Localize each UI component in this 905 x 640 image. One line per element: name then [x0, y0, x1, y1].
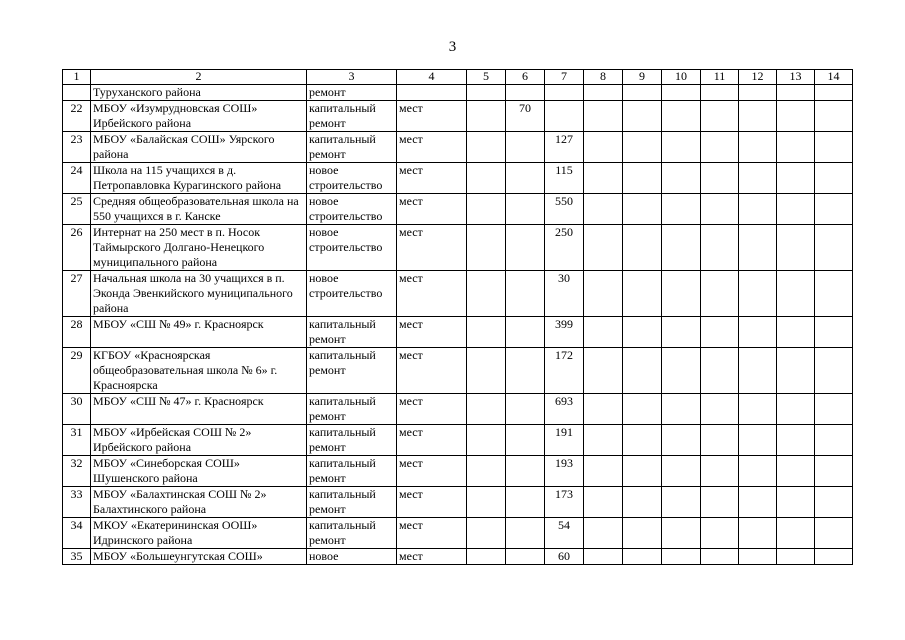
col6-cell [506, 317, 545, 348]
col7-cell: 191 [545, 425, 584, 456]
row-number-cell: 25 [63, 194, 91, 225]
col14-cell [815, 225, 853, 271]
data-table [62, 69, 853, 565]
object-name-cell: МБОУ «Синеборская СОШ» Шушенского района [91, 456, 307, 487]
table-row [63, 317, 853, 348]
col14-cell [815, 549, 853, 565]
object-name-cell: МКОУ «Екатерининская ООШ» Идринского района [91, 518, 307, 549]
col7-cell [545, 85, 584, 101]
unit-cell: мест [397, 225, 467, 271]
col6-cell [506, 271, 545, 317]
col12-cell [739, 101, 777, 132]
column-header: 9 [623, 70, 662, 85]
col8-cell [584, 487, 623, 518]
col6-cell [506, 456, 545, 487]
col13-cell [777, 225, 815, 271]
col9-cell [623, 85, 662, 101]
object-name-cell: КГБОУ «Красноярская общеобразовательная школа № 6» г. Красноярска [91, 348, 307, 394]
col11-cell [701, 225, 739, 271]
unit-cell: мест [397, 163, 467, 194]
col14-cell [815, 317, 853, 348]
object-name-cell: Средняя общеобразовательная школа на 550 учащихся в г. Канске [91, 194, 307, 225]
unit-cell [397, 85, 467, 101]
col14-cell [815, 85, 853, 101]
work-type-cell: капитальный ремонт [307, 425, 397, 456]
object-name-cell: МБОУ «Балайская СОШ» Уярского района [91, 132, 307, 163]
col6-cell [506, 163, 545, 194]
object-name-cell: МБОУ «Ирбейская СОШ № 2» Ирбейского района [91, 425, 307, 456]
col12-cell [739, 194, 777, 225]
col11-cell [701, 132, 739, 163]
col11-cell [701, 487, 739, 518]
col13-cell [777, 271, 815, 317]
column-header: 11 [701, 70, 739, 85]
table-row [63, 425, 853, 456]
col9-cell [623, 456, 662, 487]
work-type-cell: капитальный ремонт [307, 348, 397, 394]
table-row [63, 348, 853, 394]
table-row [63, 101, 853, 132]
table-row [63, 518, 853, 549]
row-number-cell: 34 [63, 518, 91, 549]
row-number-cell: 22 [63, 101, 91, 132]
col5-cell [467, 348, 506, 394]
col12-cell [739, 394, 777, 425]
row-number-cell: 35 [63, 549, 91, 565]
col8-cell [584, 225, 623, 271]
col12-cell [739, 271, 777, 317]
table-row [63, 549, 853, 565]
object-name-cell: Школа на 115 учащихся в д. Петропавловка Курагинского района [91, 163, 307, 194]
col6-cell [506, 518, 545, 549]
col14-cell [815, 456, 853, 487]
col11-cell [701, 456, 739, 487]
row-number-cell: 30 [63, 394, 91, 425]
col9-cell [623, 317, 662, 348]
column-header: 4 [397, 70, 467, 85]
col11-cell [701, 271, 739, 317]
col13-cell [777, 85, 815, 101]
col7-cell: 193 [545, 456, 584, 487]
unit-cell: мест [397, 101, 467, 132]
col7-cell: 172 [545, 348, 584, 394]
unit-cell: мест [397, 317, 467, 348]
col13-cell [777, 194, 815, 225]
object-name-cell: Интернат на 250 мест в п. Носок Таймырского Долгано-Ненецкого муниципального района [91, 225, 307, 271]
table-row [63, 132, 853, 163]
row-number-cell: 24 [63, 163, 91, 194]
col12-cell [739, 348, 777, 394]
col6-cell [506, 425, 545, 456]
col5-cell [467, 101, 506, 132]
col7-cell: 250 [545, 225, 584, 271]
table-row [63, 394, 853, 425]
col14-cell [815, 425, 853, 456]
table-body [63, 85, 853, 565]
col9-cell [623, 394, 662, 425]
col5-cell [467, 271, 506, 317]
col13-cell [777, 394, 815, 425]
col9-cell [623, 225, 662, 271]
table-header-row [63, 70, 853, 85]
col6-cell [506, 225, 545, 271]
col14-cell [815, 163, 853, 194]
col11-cell [701, 101, 739, 132]
col8-cell [584, 317, 623, 348]
col6-cell [506, 394, 545, 425]
col7-cell: 399 [545, 317, 584, 348]
column-header: 7 [545, 70, 584, 85]
col14-cell [815, 132, 853, 163]
col7-cell: 550 [545, 194, 584, 225]
col9-cell [623, 101, 662, 132]
column-header: 5 [467, 70, 506, 85]
col11-cell [701, 348, 739, 394]
col5-cell [467, 518, 506, 549]
col9-cell [623, 487, 662, 518]
col9-cell [623, 163, 662, 194]
work-type-cell: капитальный ремонт [307, 456, 397, 487]
col10-cell [662, 518, 701, 549]
col5-cell [467, 487, 506, 518]
col10-cell [662, 394, 701, 425]
col8-cell [584, 549, 623, 565]
table-row [63, 194, 853, 225]
row-number-cell: 28 [63, 317, 91, 348]
row-number-cell: 33 [63, 487, 91, 518]
col6-cell [506, 194, 545, 225]
col13-cell [777, 518, 815, 549]
col5-cell [467, 394, 506, 425]
col12-cell [739, 225, 777, 271]
table-row [63, 456, 853, 487]
unit-cell: мест [397, 456, 467, 487]
col9-cell [623, 425, 662, 456]
col11-cell [701, 194, 739, 225]
work-type-cell: капитальный ремонт [307, 487, 397, 518]
work-type-cell: капитальный ремонт [307, 317, 397, 348]
col8-cell [584, 348, 623, 394]
col6-cell [506, 85, 545, 101]
col9-cell [623, 271, 662, 317]
col12-cell [739, 132, 777, 163]
col10-cell [662, 163, 701, 194]
col8-cell [584, 394, 623, 425]
row-number-cell: 26 [63, 225, 91, 271]
work-type-cell: капитальный ремонт [307, 394, 397, 425]
work-type-cell: новое строительство [307, 194, 397, 225]
row-number-cell: 23 [63, 132, 91, 163]
row-number-cell: 29 [63, 348, 91, 394]
col6-cell [506, 487, 545, 518]
col13-cell [777, 132, 815, 163]
col6-cell [506, 132, 545, 163]
col6-cell: 70 [506, 101, 545, 132]
column-header: 2 [91, 70, 307, 85]
unit-cell: мест [397, 518, 467, 549]
unit-cell: мест [397, 549, 467, 565]
col10-cell [662, 487, 701, 518]
object-name-cell: МБОУ «СШ № 47» г. Красноярск [91, 394, 307, 425]
unit-cell: мест [397, 394, 467, 425]
object-name-cell: МБОУ «Большеунгутская СОШ» [91, 549, 307, 565]
column-header: 8 [584, 70, 623, 85]
work-type-cell: ремонт [307, 85, 397, 101]
col14-cell [815, 487, 853, 518]
col5-cell [467, 549, 506, 565]
col12-cell [739, 518, 777, 549]
work-type-cell: новое [307, 549, 397, 565]
col14-cell [815, 271, 853, 317]
col12-cell [739, 425, 777, 456]
col10-cell [662, 194, 701, 225]
col12-cell [739, 549, 777, 565]
col14-cell [815, 518, 853, 549]
object-name-cell: Туруханского района [91, 85, 307, 101]
unit-cell: мест [397, 194, 467, 225]
column-header: 3 [307, 70, 397, 85]
col6-cell [506, 549, 545, 565]
col8-cell [584, 271, 623, 317]
table-row [63, 487, 853, 518]
col12-cell [739, 456, 777, 487]
col14-cell [815, 348, 853, 394]
col14-cell [815, 394, 853, 425]
row-number-cell: 32 [63, 456, 91, 487]
table-row [63, 163, 853, 194]
page-number: 3 [448, 39, 457, 55]
col7-cell: 693 [545, 394, 584, 425]
col10-cell [662, 317, 701, 348]
col11-cell [701, 85, 739, 101]
unit-cell: мест [397, 425, 467, 456]
object-name-cell: МБОУ «Изумрудновская СОШ» Ирбейского района [91, 101, 307, 132]
col10-cell [662, 549, 701, 565]
col5-cell [467, 456, 506, 487]
col7-cell [545, 101, 584, 132]
col13-cell [777, 101, 815, 132]
col13-cell [777, 348, 815, 394]
col10-cell [662, 132, 701, 163]
work-type-cell: новое строительство [307, 271, 397, 317]
col9-cell [623, 348, 662, 394]
work-type-cell: новое строительство [307, 163, 397, 194]
col14-cell [815, 194, 853, 225]
col13-cell [777, 549, 815, 565]
col7-cell: 115 [545, 163, 584, 194]
unit-cell: мест [397, 132, 467, 163]
column-header: 6 [506, 70, 545, 85]
column-header: 10 [662, 70, 701, 85]
col11-cell [701, 317, 739, 348]
col9-cell [623, 518, 662, 549]
col9-cell [623, 549, 662, 565]
col8-cell [584, 518, 623, 549]
column-header: 12 [739, 70, 777, 85]
col7-cell: 60 [545, 549, 584, 565]
col13-cell [777, 425, 815, 456]
col12-cell [739, 487, 777, 518]
work-type-cell: капитальный ремонт [307, 132, 397, 163]
col8-cell [584, 425, 623, 456]
col5-cell [467, 225, 506, 271]
col11-cell [701, 549, 739, 565]
table-row [63, 271, 853, 317]
col14-cell [815, 101, 853, 132]
work-type-cell: капитальный ремонт [307, 101, 397, 132]
col12-cell [739, 85, 777, 101]
col8-cell [584, 132, 623, 163]
col6-cell [506, 348, 545, 394]
col9-cell [623, 194, 662, 225]
col7-cell: 173 [545, 487, 584, 518]
row-number-cell [63, 85, 91, 101]
column-header: 13 [777, 70, 815, 85]
col10-cell [662, 85, 701, 101]
unit-cell: мест [397, 271, 467, 317]
col11-cell [701, 394, 739, 425]
col9-cell [623, 132, 662, 163]
table-row [63, 225, 853, 271]
col10-cell [662, 271, 701, 317]
col7-cell: 30 [545, 271, 584, 317]
col11-cell [701, 163, 739, 194]
col13-cell [777, 163, 815, 194]
col10-cell [662, 348, 701, 394]
work-type-cell: капитальный ремонт [307, 518, 397, 549]
column-header: 14 [815, 70, 853, 85]
col5-cell [467, 132, 506, 163]
col13-cell [777, 456, 815, 487]
col11-cell [701, 518, 739, 549]
col5-cell [467, 425, 506, 456]
row-number-cell: 31 [63, 425, 91, 456]
col8-cell [584, 456, 623, 487]
col8-cell [584, 163, 623, 194]
col7-cell: 127 [545, 132, 584, 163]
col10-cell [662, 425, 701, 456]
unit-cell: мест [397, 348, 467, 394]
unit-cell: мест [397, 487, 467, 518]
col13-cell [777, 317, 815, 348]
object-name-cell: Начальная школа на 30 учащихся в п. Эконда Эвенкийского муниципального района [91, 271, 307, 317]
column-header: 1 [63, 70, 91, 85]
col8-cell [584, 101, 623, 132]
col8-cell [584, 85, 623, 101]
object-name-cell: МБОУ «СШ № 49» г. Красноярск [91, 317, 307, 348]
col8-cell [584, 194, 623, 225]
col5-cell [467, 85, 506, 101]
col5-cell [467, 317, 506, 348]
col5-cell [467, 194, 506, 225]
col10-cell [662, 101, 701, 132]
col10-cell [662, 225, 701, 271]
col12-cell [739, 317, 777, 348]
col5-cell [467, 163, 506, 194]
object-name-cell: МБОУ «Балахтинская СОШ № 2» Балахтинского района [91, 487, 307, 518]
col7-cell: 54 [545, 518, 584, 549]
row-number-cell: 27 [63, 271, 91, 317]
col12-cell [739, 163, 777, 194]
col11-cell [701, 425, 739, 456]
col10-cell [662, 456, 701, 487]
col13-cell [777, 487, 815, 518]
table-row [63, 85, 853, 101]
work-type-cell: новое строительство [307, 225, 397, 271]
